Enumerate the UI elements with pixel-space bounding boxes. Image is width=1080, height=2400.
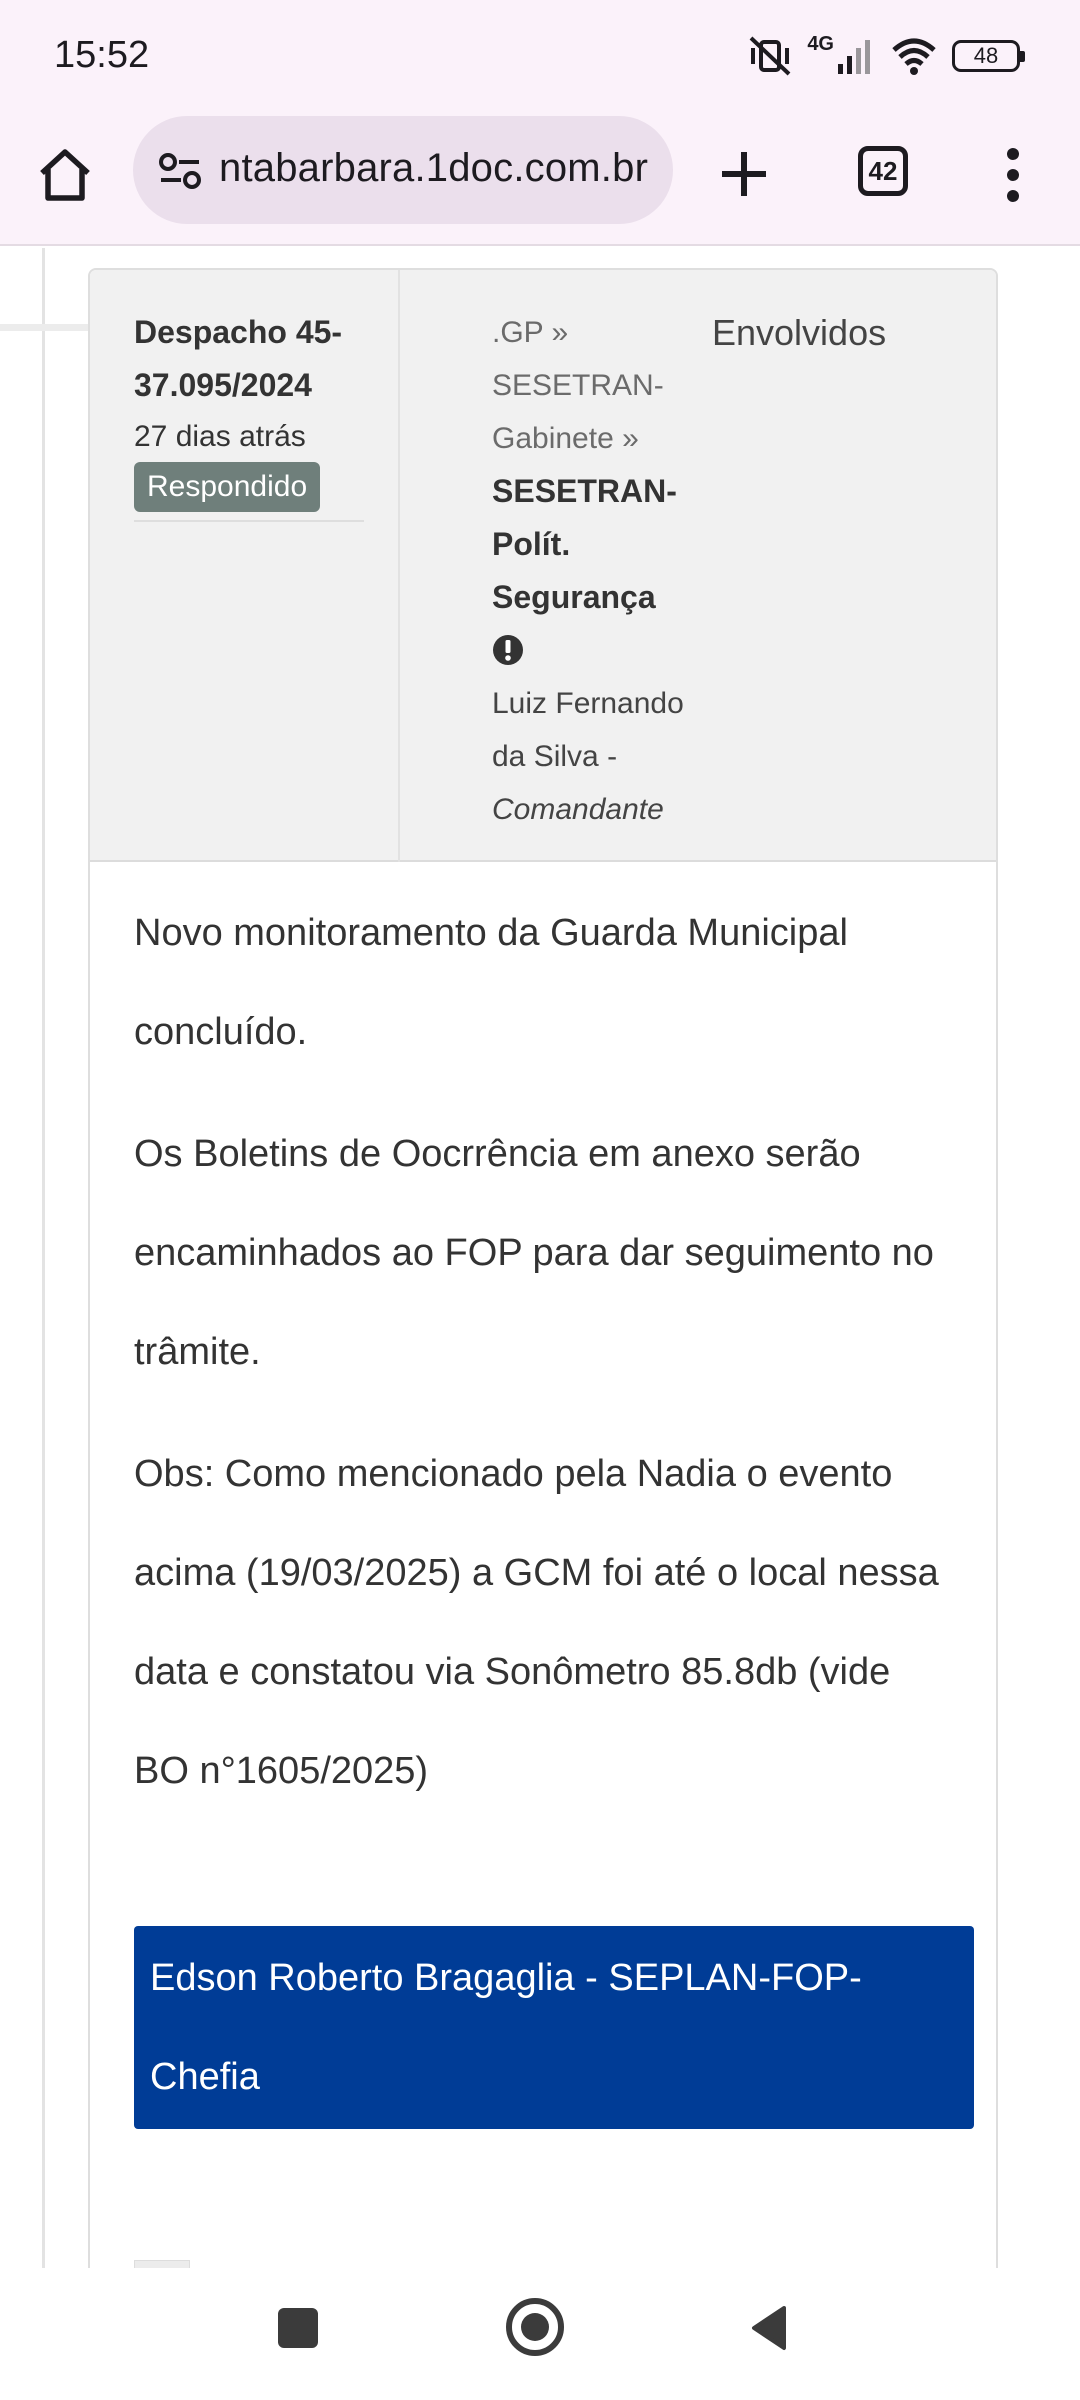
status-time: 15:52: [54, 34, 150, 76]
status-icons: [747, 30, 1020, 82]
alert-icon[interactable]: [492, 634, 524, 666]
nav-home-icon[interactable]: [506, 2298, 564, 2356]
page-content: [0, 248, 1080, 2268]
column-divider: [398, 270, 400, 862]
dispatch-title[interactable]: [134, 306, 354, 412]
body-line: concluído.: [134, 1011, 308, 1053]
body-line: BO n°1605/2025): [134, 1750, 429, 1792]
signal-icon: [836, 36, 876, 76]
new-tab-button[interactable]: [712, 142, 776, 206]
plus-icon: [712, 142, 776, 206]
mute-vibrate-icon: [747, 34, 793, 78]
body-line: acima (19/03/2025) a GCM foi até o local nessa: [134, 1552, 939, 1594]
routing-path: [492, 306, 712, 836]
path-sector-cont: Gabinete »: [492, 422, 639, 455]
person-name-1: Luiz Fernando: [492, 687, 684, 720]
nav-recents-icon[interactable]: [278, 2308, 318, 2348]
body-paragraph-3: [134, 1425, 964, 1821]
path-destination-3: Segurança: [492, 579, 656, 615]
person-role: Comandante: [492, 793, 664, 826]
path-sector: SESETRAN-: [492, 369, 664, 402]
address-bar[interactable]: [133, 116, 673, 224]
tabs-icon[interactable]: 42: [858, 146, 908, 196]
body-line: data e constatou via Sonômetro 85.8db (vide: [134, 1651, 891, 1693]
attachment-thumbnail[interactable]: [134, 2260, 190, 2268]
involved-label: Envolvidos: [712, 312, 887, 353]
home-icon: [36, 147, 94, 203]
body-paragraph-2: [134, 1105, 964, 1402]
dispatch-time: 27 dias atrás: [134, 420, 306, 453]
signature-line-2: Chefia: [150, 2056, 260, 2098]
dispatch-info: [134, 306, 354, 522]
system-nav-bar: [0, 2268, 1080, 2400]
body-line: trâmite.: [134, 1331, 261, 1373]
body-line: Os Boletins de Oocrrência em anexo serão: [134, 1133, 861, 1175]
signature-line-1: Edson Roberto Bragaglia - SEPLAN-FOP-: [150, 1957, 862, 1999]
body-line: Novo monitoramento da Guarda Municipal: [134, 912, 848, 954]
battery-indicator: 48: [952, 40, 1020, 72]
menu-icon[interactable]: [998, 140, 1028, 210]
signature-block[interactable]: [134, 1926, 974, 2129]
timeline-line: [42, 248, 45, 2268]
dispatch-title-line1: Despacho 45-: [134, 314, 343, 350]
person-name-2: da Silva -: [492, 740, 618, 773]
path-origin: .GP »: [492, 316, 569, 349]
body-line: encaminhados ao FOP para dar seguimento no: [134, 1232, 934, 1274]
body-paragraph-1: [134, 884, 964, 1082]
dispatch-body: [134, 884, 964, 1844]
wifi-icon: [890, 36, 938, 76]
nav-back-icon[interactable]: [748, 2304, 788, 2352]
status-badge: Respondido: [134, 462, 320, 512]
timeline-branch: [0, 324, 88, 331]
divider: [134, 520, 364, 522]
home-button[interactable]: [30, 140, 100, 210]
dispatch-header: [90, 270, 996, 862]
browser-toolbar: [0, 112, 1080, 246]
dispatch-title-line2: 37.095/2024: [134, 367, 312, 403]
status-bar: [0, 0, 1080, 112]
url-text[interactable]: ntabarbara.1doc.com.br: [219, 146, 649, 190]
site-settings-icon[interactable]: [155, 146, 205, 196]
path-destination-2: Polít.: [492, 526, 571, 562]
body-line: Obs: Como mencionado pela Nadia o evento: [134, 1453, 893, 1495]
dispatch-card: [88, 268, 998, 2268]
network-type-label: 4G: [807, 32, 834, 55]
path-destination-1: SESETRAN-: [492, 473, 677, 509]
